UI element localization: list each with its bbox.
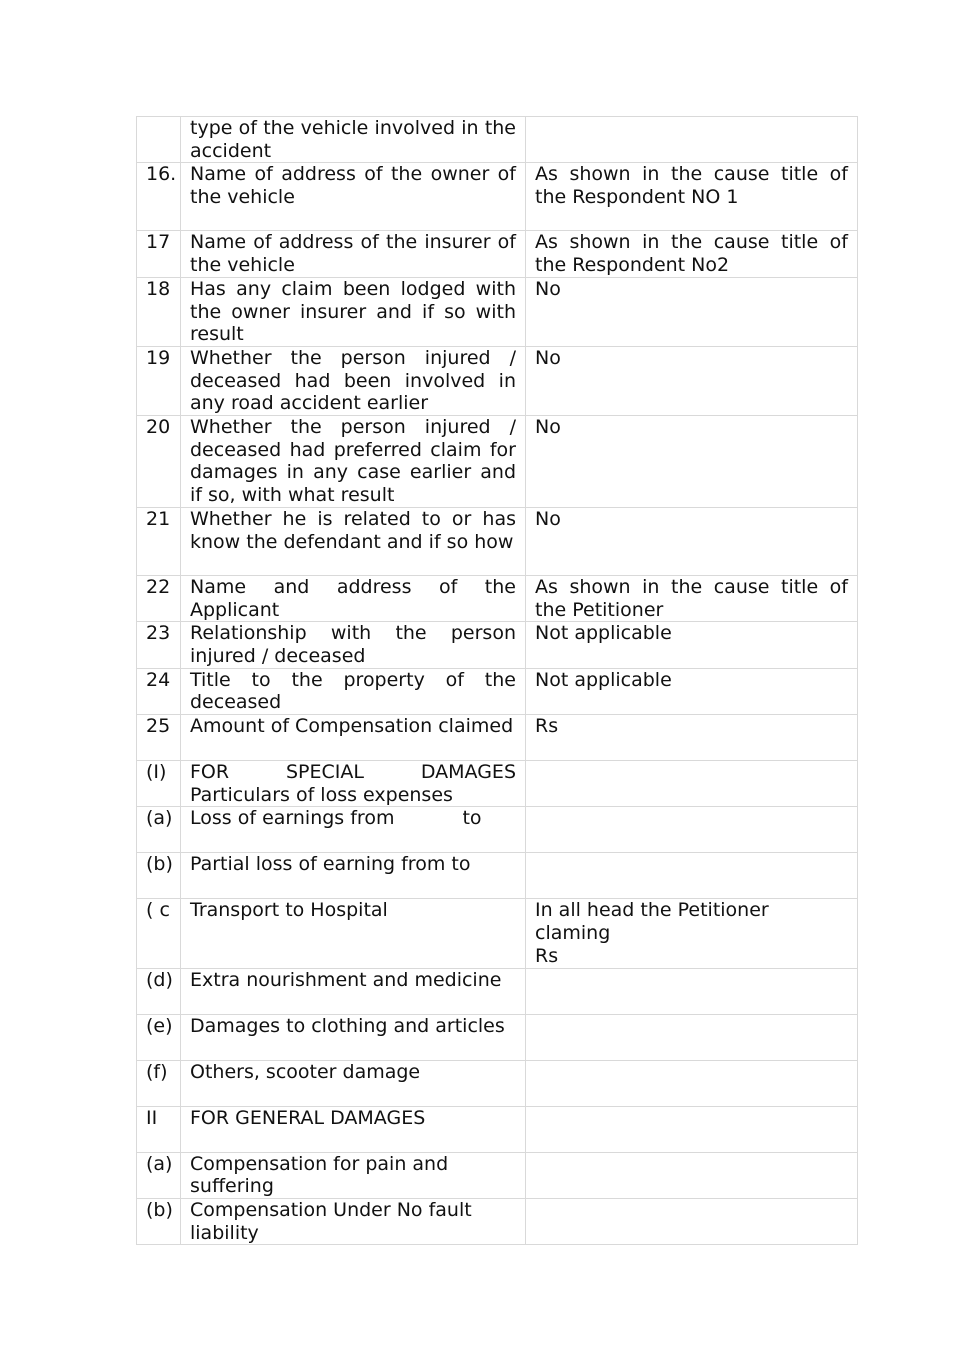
row-value: Rs (526, 715, 858, 761)
row-description: Has any claim been lodged with the owner insurer and if so with result (181, 277, 526, 346)
table-row (137, 1060, 858, 1106)
table-row (137, 117, 858, 163)
row-number: (d) (137, 968, 181, 1014)
row-number: (f) (137, 1060, 181, 1106)
table-row (137, 507, 858, 575)
row-number: 21 (137, 507, 181, 575)
row-description: Whether the person injured / deceased had preferred claim for damages in any case earlier and if so, with what result (181, 416, 526, 508)
row-number: (a) (137, 807, 181, 853)
row-number: II (137, 1106, 181, 1152)
row-number: (b) (137, 1198, 181, 1244)
row-description-part: to (462, 807, 482, 830)
row-number: 17 (137, 231, 181, 277)
row-value: No (526, 346, 858, 415)
row-value: No (526, 507, 858, 575)
table-row (137, 1014, 858, 1060)
table-row (137, 899, 858, 968)
row-value: Not applicable (526, 622, 858, 668)
row-description: Name of address of the owner of the vehicle (181, 163, 526, 231)
row-number: 16. (137, 163, 181, 231)
row-description: Compensation Under No fault liability (181, 1198, 526, 1244)
table-row (137, 668, 858, 714)
table-row (137, 346, 858, 415)
row-value (526, 968, 858, 1014)
section-subheading: Particulars of loss expenses (190, 783, 453, 806)
row-number: (e) (137, 1014, 181, 1060)
table-row (137, 1106, 858, 1152)
row-number: 25 (137, 715, 181, 761)
row-value (526, 1198, 858, 1244)
section-heading: FOR SPECIAL DAMAGES (190, 761, 516, 784)
row-number: 24 (137, 668, 181, 714)
row-number: 20 (137, 416, 181, 508)
row-description (181, 807, 526, 853)
row-number: (a) (137, 1152, 181, 1198)
row-description: Amount of Compensation claimed (181, 715, 526, 761)
row-value: No (526, 277, 858, 346)
row-number: ( c (137, 899, 181, 968)
row-number: 23 (137, 622, 181, 668)
table-row (137, 277, 858, 346)
row-description: Transport to Hospital (181, 899, 526, 968)
row-value (526, 853, 858, 899)
table-row (137, 416, 858, 508)
row-description: Name and address of the Applicant (181, 575, 526, 621)
row-number: 18 (137, 277, 181, 346)
row-value (526, 1106, 858, 1152)
row-value (526, 1060, 858, 1106)
row-description: FOR GENERAL DAMAGES (181, 1106, 526, 1152)
row-description-part: Loss of earnings from (190, 807, 395, 830)
table-row (137, 231, 858, 277)
row-value: No (526, 416, 858, 508)
row-description: Extra nourishment and medicine (181, 968, 526, 1014)
row-description: Others, scooter damage (181, 1060, 526, 1106)
row-value: As shown in the cause title of the Petitioner (526, 575, 858, 621)
row-description: Whether he is related to or has know the defendant and if so how (181, 507, 526, 575)
row-description: Relationship with the person injured / deceased (181, 622, 526, 668)
row-value: As shown in the cause title of the Respondent NO 1 (526, 163, 858, 231)
row-value (526, 1014, 858, 1060)
table-row (137, 1198, 858, 1244)
table-row (137, 968, 858, 1014)
row-number: (I) (137, 761, 181, 807)
row-number: 22 (137, 575, 181, 621)
row-description: Damages to clothing and articles (181, 1014, 526, 1060)
row-description (181, 761, 526, 807)
row-number: (b) (137, 853, 181, 899)
row-value: As shown in the cause title of the Respondent No2 (526, 231, 858, 277)
table-row (137, 715, 858, 761)
row-description: Title to the property of the deceased (181, 668, 526, 714)
row-description: Name of address of the insurer of the vehicle (181, 231, 526, 277)
row-description: Whether the person injured / deceased had been involved in any road accident earlier (181, 346, 526, 415)
table-row (137, 163, 858, 231)
table-row (137, 807, 858, 853)
row-number: 19 (137, 346, 181, 415)
row-value (526, 807, 858, 853)
table-row (137, 575, 858, 621)
row-value (526, 1152, 858, 1198)
table-row (137, 1152, 858, 1198)
row-number (137, 117, 181, 163)
row-description: type of the vehicle involved in the accident (181, 117, 526, 163)
table-row (137, 853, 858, 899)
row-value (526, 761, 858, 807)
row-description: Compensation for pain and suffering (181, 1152, 526, 1198)
row-value (526, 117, 858, 163)
table-row (137, 761, 858, 807)
row-value: Not applicable (526, 668, 858, 714)
table-row (137, 622, 858, 668)
claim-particulars-table (136, 116, 858, 1245)
row-description: Partial loss of earning from to (181, 853, 526, 899)
row-value: In all head the Petitioner claming Rs (526, 899, 858, 968)
